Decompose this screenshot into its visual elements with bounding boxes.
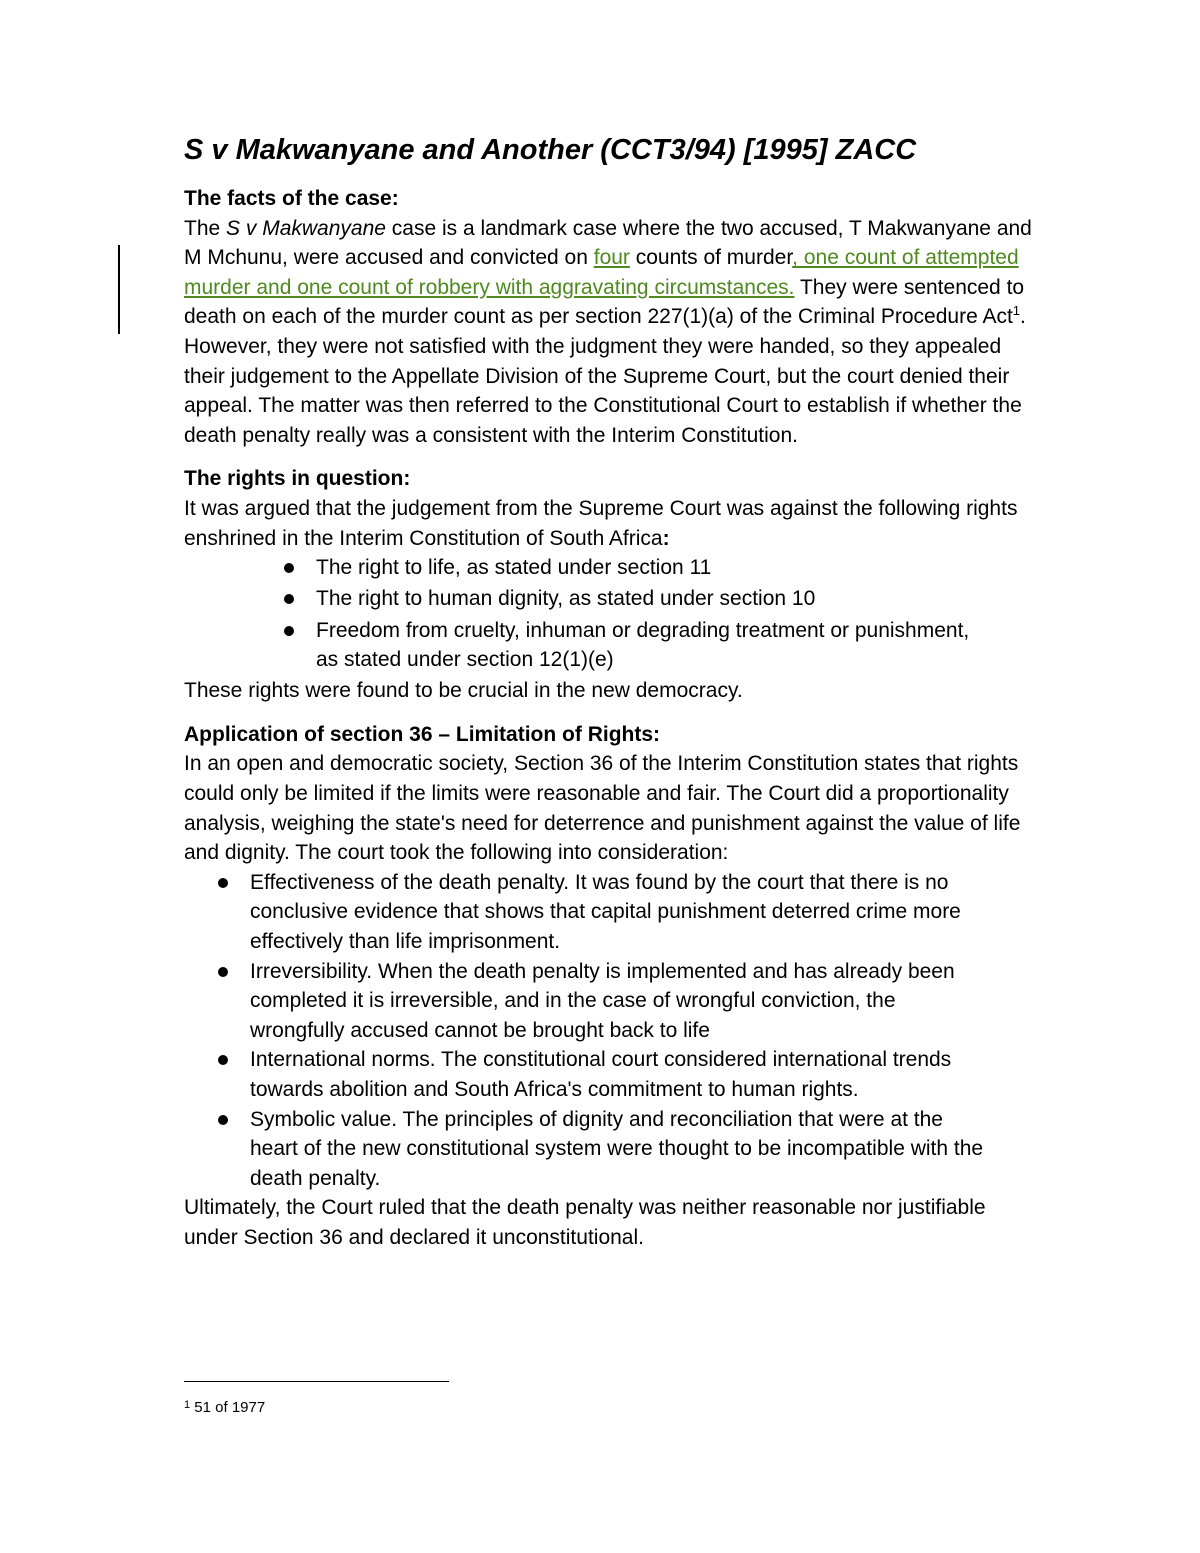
inserted-text-counts: , one count of attempted murder and one count of robbery with aggravating circumstances. xyxy=(184,246,1019,299)
facts-text-1: case is a landmark case where the two accused, T Makwanyane and M Mchunu, were accused and convicted on xyxy=(184,216,1032,270)
footnote-separator xyxy=(184,1381,449,1382)
limitation-intro: In an open and democratic society, Section 36 of the Interim Constitution states that rights could only be limited if the limits were reasonable and fair. The Court did a proportionality analysis, weighing the state's need for deterrence and punishment against the value of life and dignity. The court took the following into consideration: xyxy=(184,752,1021,865)
list-item-text: The right to life, as stated under section 11 xyxy=(316,556,712,580)
rights-intro xyxy=(184,494,1034,553)
footnote-number: 1 xyxy=(184,1399,191,1411)
list-item-text: Effectiveness of the death penalty. It was found by the court that there is no conclusive evidence that shows that capital punishment deterred crime more effectively than life imprisonment. xyxy=(250,870,961,954)
bullet-icon xyxy=(284,594,294,604)
facts-text-the: The xyxy=(184,216,227,240)
bullet-icon xyxy=(284,563,294,573)
track-changes-bar xyxy=(118,245,120,334)
facts-text-2: counts of murder xyxy=(629,246,793,270)
list-item xyxy=(184,1105,994,1194)
consideration-list xyxy=(184,868,1034,1194)
list-item-text: International norms. The constitutional court considered international trends towards abolition and South Africa's commitment to human rights. xyxy=(250,1048,952,1101)
footnote-text: 51 of 1977 xyxy=(190,1399,266,1416)
rights-heading: The rights in question: xyxy=(184,467,411,491)
limitation-heading: Application of section 36 – Limitation of Rights: xyxy=(184,722,661,746)
case-name: S v Makwanyane xyxy=(226,216,386,240)
inserted-text-four: four xyxy=(593,246,630,270)
bullet-icon xyxy=(218,878,228,888)
rights-list xyxy=(184,553,1034,675)
bullet-icon xyxy=(218,1055,228,1065)
bullet-icon xyxy=(284,626,294,636)
list-item xyxy=(184,616,1034,675)
footnote xyxy=(184,1398,265,1418)
list-item-text: Symbolic value. The principles of dignity and reconciliation that were at the heart of the new constitutional system were thought to be incompatible with the death penalty. xyxy=(250,1107,984,1190)
bullet-icon xyxy=(218,1115,228,1125)
list-item xyxy=(184,553,1034,583)
bullet-icon xyxy=(218,967,228,977)
rights-intro-text: It was argued that the judgement from the Supreme Court was against the following rights enshrined in the Interim Constitution of South Africa xyxy=(184,496,1018,550)
list-item xyxy=(184,868,994,957)
rights-closing: These rights were found to be crucial in the new democracy. xyxy=(184,679,743,703)
limitation-conclusion: Ultimately, the Court ruled that the death penalty was neither reasonable nor justifiable under Section 36 and declared it unconstitutional. xyxy=(184,1196,986,1249)
document-title: S v Makwanyane and Another (CCT3/94) [1995] ZACC xyxy=(184,134,917,166)
list-item xyxy=(184,957,994,1046)
document-body xyxy=(184,130,1034,1253)
list-item-text: Freedom from cruelty, inhuman or degrading treatment or punishment, as stated under section 12(1)(e) xyxy=(316,618,970,672)
list-item xyxy=(184,1045,994,1104)
facts-text-4: . However, they were not satisfied with the judgment they were handed, so they appealed their judgement to the Appellate Division of the Supreme Court, but the court denied their appeal. The matter was then referred to the Constitutional Court to establish if whether the death penalty really was a consistent with the Interim Constitution. xyxy=(184,305,1026,447)
rights-intro-colon: : xyxy=(662,526,670,550)
list-item xyxy=(184,584,1034,614)
list-item-text: The right to human dignity, as stated under section 10 xyxy=(316,587,816,611)
facts-heading: The facts of the case: xyxy=(184,187,399,210)
list-item-text: Irreversibility. When the death penalty is implemented and has already been completed it is irreversible, and in the case of wrongful conviction, the wrongfully accused cannot be brought back to life xyxy=(250,959,955,1042)
facts-text-3: They were sentenced to death on each of the murder count as per section 227(1)(a) of the Criminal Procedure Act xyxy=(184,275,1025,329)
footnote-reference[interactable]: 1 xyxy=(1012,303,1021,319)
facts-paragraph xyxy=(184,214,1034,451)
